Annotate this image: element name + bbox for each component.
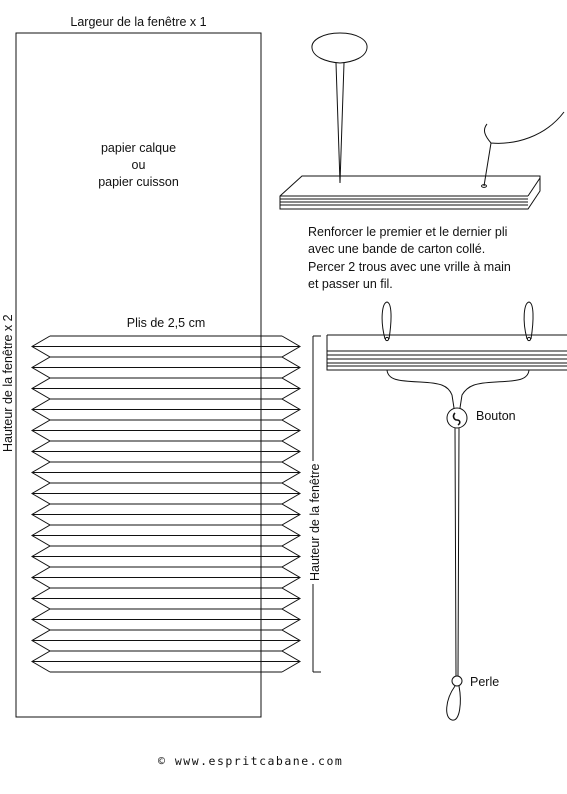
folded-stack	[280, 176, 540, 209]
height-x2-label: Hauteur de la fenêtre x 2	[1, 314, 15, 452]
pleat-edge-left	[32, 336, 50, 672]
pleat-edge-right	[282, 336, 300, 672]
window-height-label: Hauteur de la fenêtre	[308, 461, 322, 584]
instruction-line-2: avec une bande de carton collé.	[308, 242, 486, 256]
instruction-line-1: Renforcer le premier et le dernier pli	[308, 225, 508, 239]
top-loop-left	[382, 302, 391, 339]
instruction-line-4: et passer un fil.	[308, 277, 393, 291]
paper-sheet	[16, 33, 261, 717]
material-line-3: papier cuisson	[98, 175, 179, 189]
cord	[387, 370, 454, 408]
pleated-paper	[32, 336, 300, 672]
thread	[484, 112, 564, 186]
width-label: Largeur de la fenêtre x 1	[70, 15, 207, 29]
material-line-1: papier calque	[100, 141, 177, 155]
button-label: Bouton	[476, 409, 516, 423]
pleats-label: Plis de 2,5 cm	[126, 316, 206, 330]
credit: © www.espritcabane.com	[158, 754, 344, 768]
instruction-line-3: Percer 2 trous avec une vrille à main	[308, 260, 511, 274]
needle-tool	[312, 33, 367, 183]
assembled-blind	[327, 302, 567, 720]
material-line-2: ou	[131, 158, 146, 172]
button-icon	[447, 408, 467, 428]
top-loop-right	[524, 302, 533, 339]
bead-icon	[452, 676, 462, 686]
bead-label: Perle	[470, 675, 500, 689]
cord	[460, 370, 529, 408]
